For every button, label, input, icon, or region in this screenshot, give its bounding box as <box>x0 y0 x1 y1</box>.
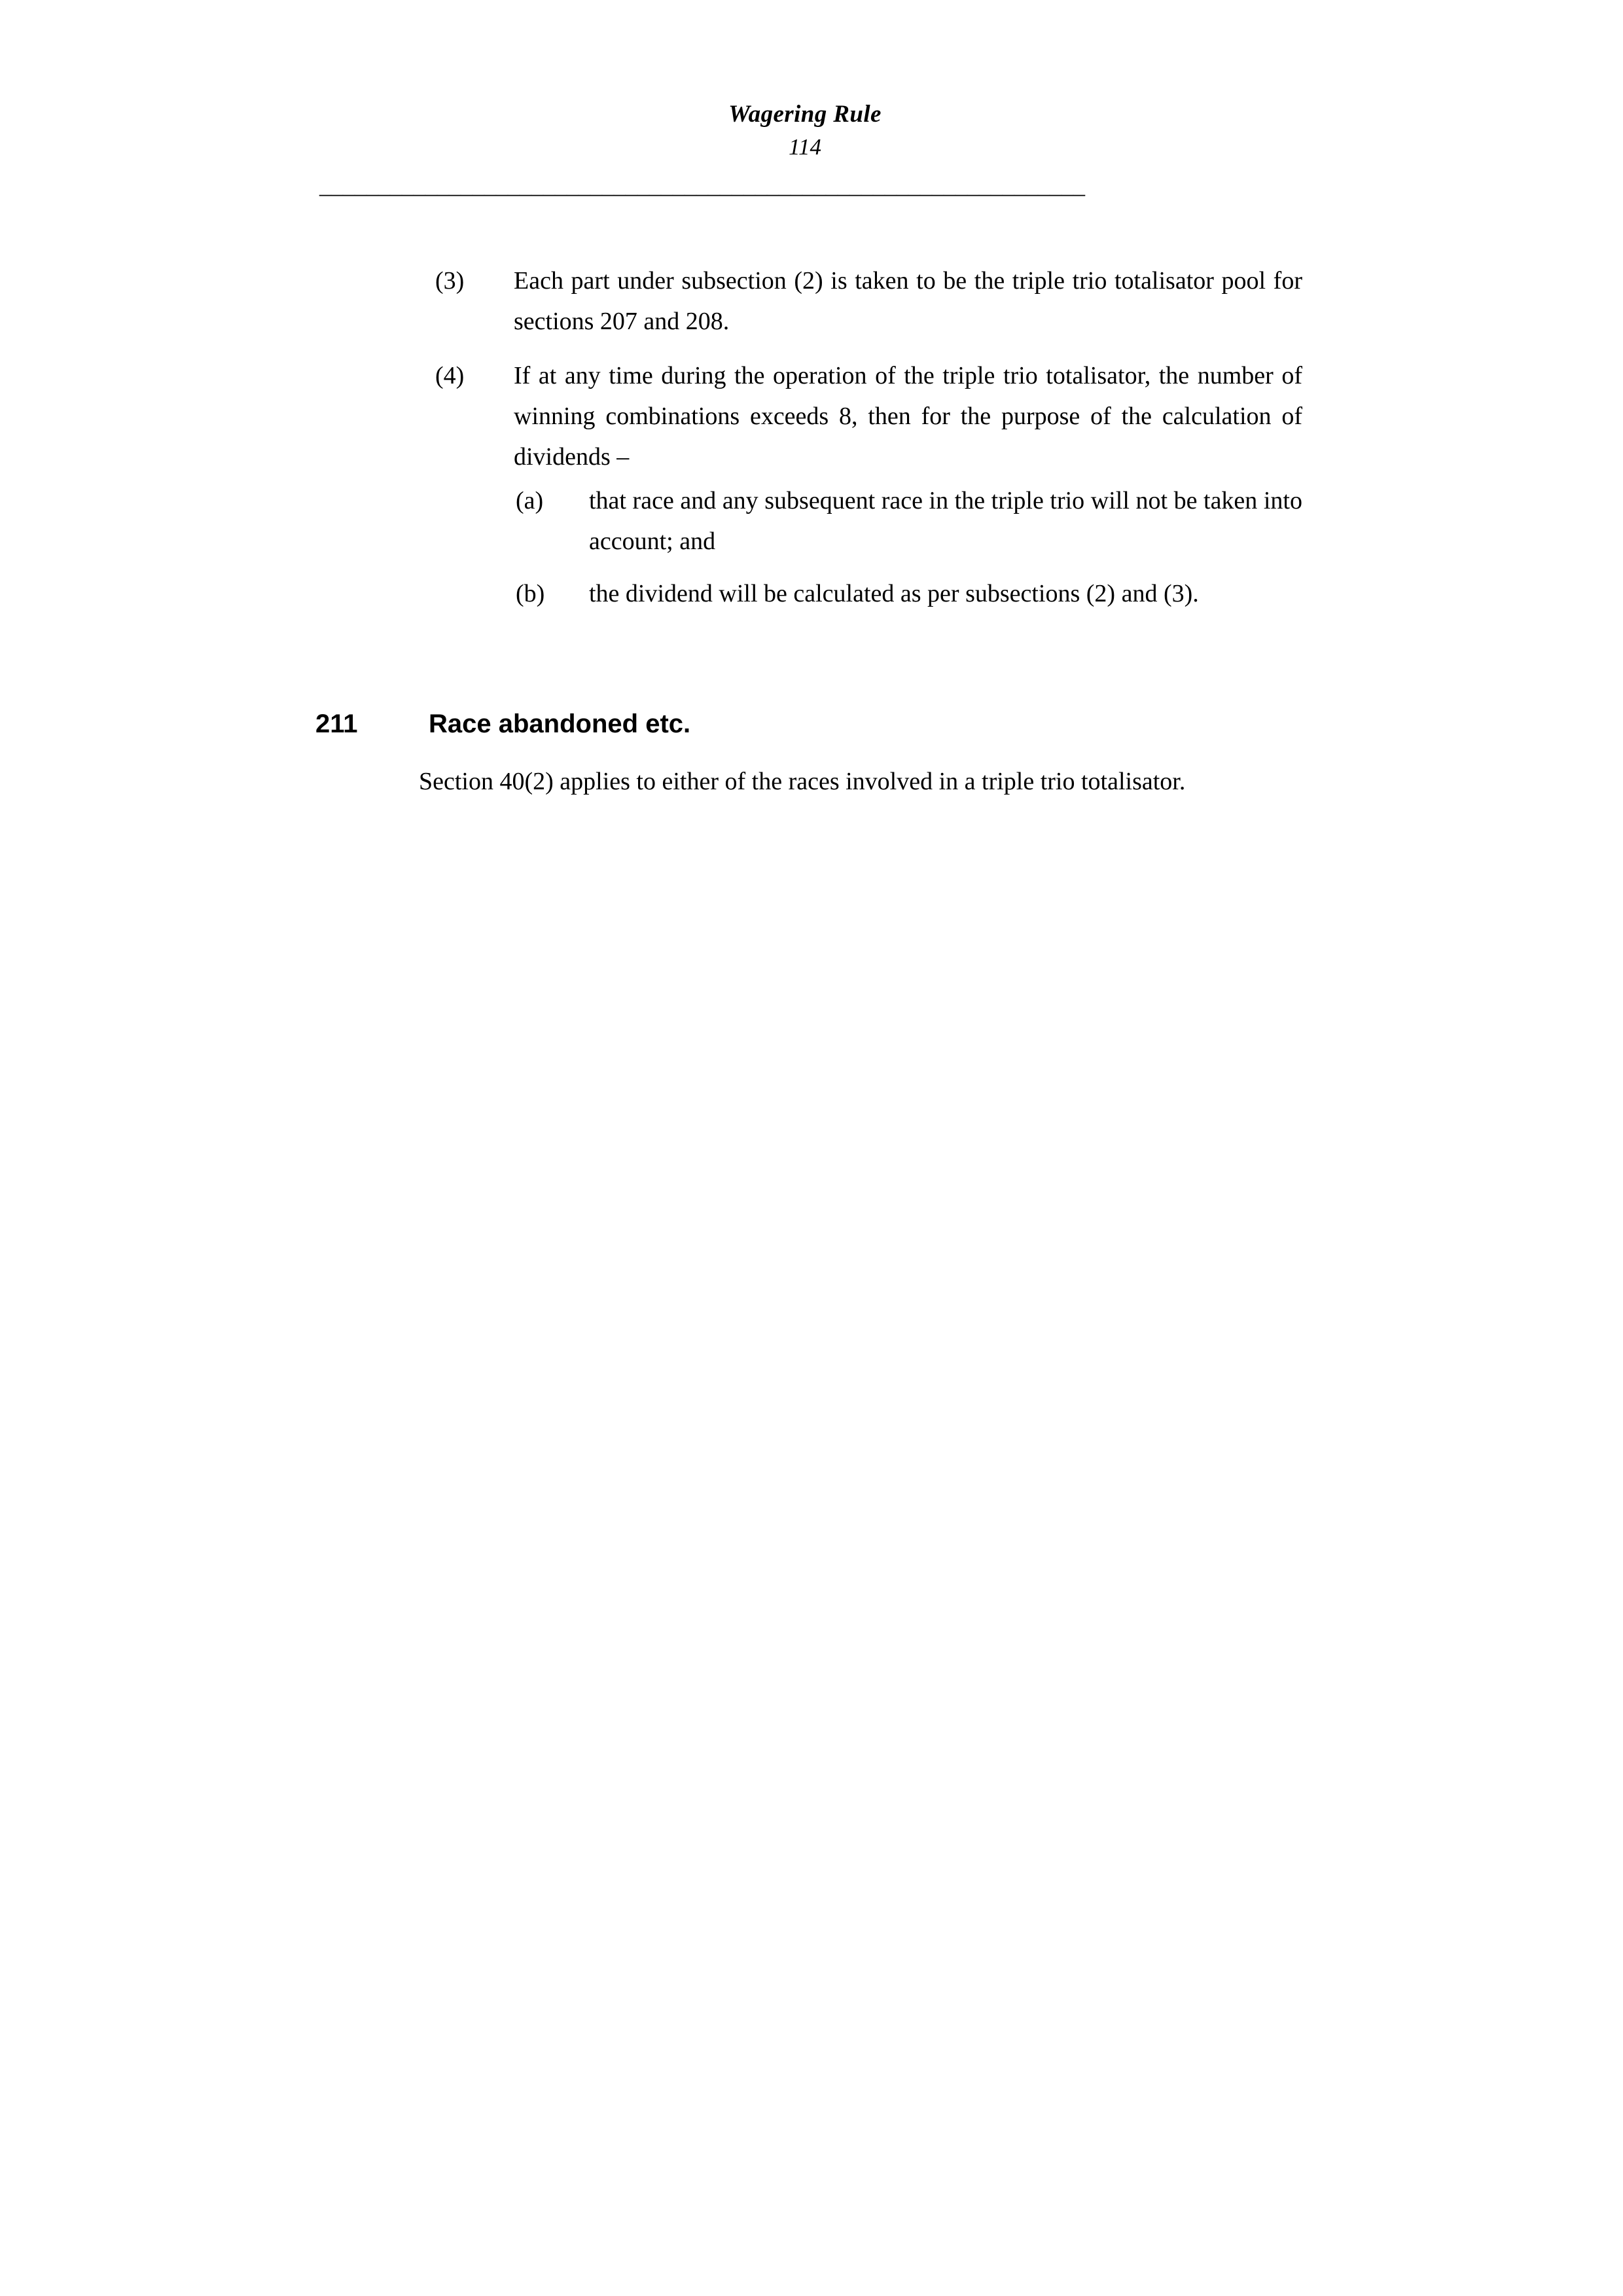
clause-4 <box>435 355 1302 477</box>
subclause-b-marker: (b) <box>516 580 545 607</box>
section-211-paragraph: Section 40(2) applies to either of the races involved in a triple trio totalisator. <box>419 768 1186 795</box>
subclause-b-text: the dividend will be calculated as per subsections (2) and (3). <box>589 580 1199 607</box>
section-title: Race abandoned etc. <box>429 709 691 738</box>
running-header-title: Wagering Rule <box>728 101 882 128</box>
clause-3 <box>435 260 1302 342</box>
section-number: 211 <box>315 709 358 738</box>
page-number: 114 <box>789 134 821 160</box>
section-heading-211 <box>315 706 1302 742</box>
clause-3-text: Each part under subsection (2) is taken to be the triple trio totalisator pool for sections 207 and 208. <box>514 267 1302 335</box>
subclause-a-text: that race and any subsequent race in the triple trio will not be taken into account; and <box>589 487 1302 555</box>
subclause-b <box>516 573 1302 614</box>
clause-4-marker: (4) <box>435 362 465 389</box>
subclause-a <box>516 480 1302 562</box>
clause-3-marker: (3) <box>435 267 465 295</box>
clause-4-text: If at any time during the operation of the triple trio totalisator, the number of winning combinations exceeds 8, then for the purpose of the calculation of dividends – <box>514 362 1302 471</box>
subclause-a-marker: (a) <box>516 487 544 514</box>
running-header <box>319 98 1291 162</box>
header-divider-glyphs: _________________________________________________________________ <box>319 172 1085 198</box>
header-divider-rule <box>319 172 1291 203</box>
